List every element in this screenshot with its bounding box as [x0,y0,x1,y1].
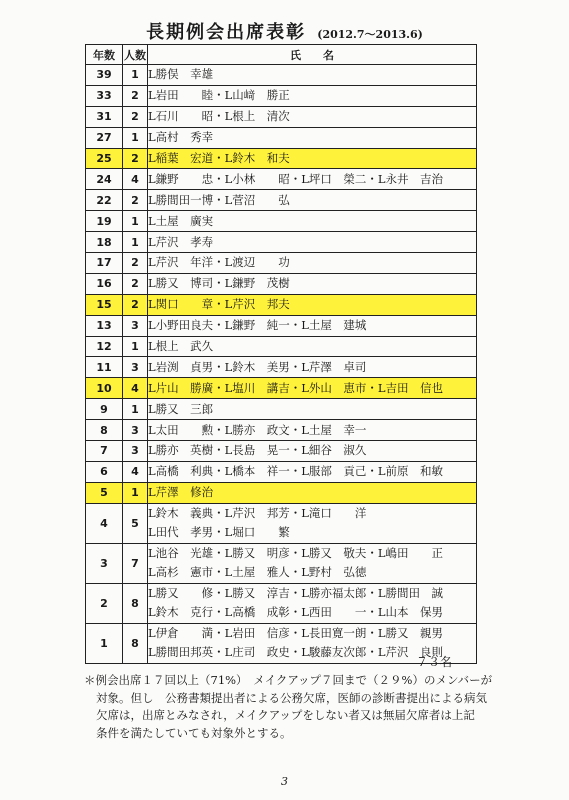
table-row [86,399,477,420]
years-cell: 39 [86,65,123,86]
note-line: 条件を満たしていても対象外とする。 [96,725,292,740]
names-cell [148,441,477,462]
names-line: L伊倉 満・L岩田 信彦・L長田寛一朗・L勝又 親男 [148,626,444,641]
years-cell: 5 [86,482,123,503]
header-names: 氏 名 [148,45,477,65]
names-line: L勝又 博司・L鎌野 茂樹 [148,276,290,291]
names-cell [148,190,477,211]
table-row [86,106,477,127]
names-line: L石川 昭・L根上 清次 [148,109,290,124]
table-row [86,232,477,253]
names-cell [148,294,477,315]
table-row [86,378,477,399]
count-cell: 1 [123,127,148,148]
names-line: L鎌野 忠・L小林 昭・L坪口 榮二・L永井 吉治 [148,171,444,186]
years-cell: 13 [86,315,123,336]
years-cell: 18 [86,232,123,253]
table-row [86,441,477,462]
years-cell: 15 [86,294,123,315]
names-cell [148,85,477,106]
title-period: (2012.7～2013.6) [317,28,423,41]
years-cell: 17 [86,253,123,274]
years-cell: 11 [86,357,123,378]
count-cell: 2 [123,294,148,315]
note-line: 対象。但し 公務書類提出者による公務欠席，医師の診断書提出による病気 [96,690,487,705]
count-cell: 3 [123,357,148,378]
count-cell: 1 [123,399,148,420]
names-cell [148,65,477,86]
names-cell [148,169,477,190]
years-cell: 27 [86,127,123,148]
names-line: L勝俣 幸雄 [148,67,214,82]
count-cell: 1 [123,65,148,86]
table-row [86,315,477,336]
years-cell: 22 [86,190,123,211]
names-line: L勝亦 英樹・L長島 晃一・L細谷 淑久 [148,443,367,458]
table-row [86,336,477,357]
names-cell [148,482,477,503]
total-count: ７３名 [416,655,453,669]
count-cell: 2 [123,273,148,294]
years-cell: 4 [86,503,123,543]
names-line: L勝又 三郎 [148,401,214,416]
years-cell: 10 [86,378,123,399]
count-cell: 3 [123,441,148,462]
names-line: L勝又 修・L勝又 淳吉・L勝亦福太郎・L勝間田 誠 [148,586,444,601]
table-row [86,273,477,294]
table-body [86,65,477,664]
names-line: L鈴木 克行・L高橋 成彰・L西田 一・L山本 保男 [148,605,444,620]
note-line: 欠席は，出席とみなされ，メイクアップをしない者又は無届欠席者は上記 [96,708,475,722]
names-cell [148,106,477,127]
names-cell [148,583,477,623]
names-line: L岩渕 貞男・L鈴木 美男・L芹澤 卓司 [148,359,367,374]
table-row [86,482,477,503]
years-cell: 8 [86,420,123,441]
names-line: L芹沢 年洋・L渡辺 功 [148,255,290,270]
years-cell: 2 [86,583,123,623]
table-row [86,461,477,482]
names-cell [148,127,477,148]
names-cell [148,211,477,232]
names-cell [148,503,477,543]
names-line: L小野田良夫・L鎌野 純一・L土屋 建城 [148,318,367,333]
count-cell: 3 [123,420,148,441]
names-cell [148,148,477,169]
years-cell: 33 [86,85,123,106]
count-cell: 3 [123,315,148,336]
names-line: L芹沢 孝寿 [148,234,214,249]
names-line: L芹澤 修治 [148,485,214,500]
names-cell [148,357,477,378]
count-cell: 4 [123,461,148,482]
names-line: L勝間田一博・L菅沼 弘 [148,192,290,207]
names-cell [148,399,477,420]
table-row [86,583,477,623]
count-cell: 2 [123,148,148,169]
document-title [0,18,569,44]
note-line: ＊例会出席１７回以上（71%） メイクアップ７回まで（２９%）のメンバーが [84,673,493,687]
count-cell: 2 [123,85,148,106]
table-row [86,211,477,232]
names-line: L田代 孝男・L堀口 繁 [148,525,290,540]
names-line: L稲葉 宏道・L鈴木 和夫 [148,151,290,165]
names-line: L岩田 睦・L山﨑 勝正 [148,88,290,103]
years-cell: 24 [86,169,123,190]
names-line: L根上 武久 [148,339,214,354]
table-row [86,190,477,211]
count-cell: 2 [123,106,148,127]
table-row [86,503,477,543]
count-cell: 1 [123,232,148,253]
table-row [86,169,477,190]
names-cell [148,420,477,441]
count-cell: 1 [123,211,148,232]
count-cell: 8 [123,623,148,663]
count-cell: 7 [123,543,148,583]
count-cell: 8 [123,583,148,623]
names-line: L高杉 憲市・L土屋 雅人・L野村 弘徳 [148,565,367,580]
note-block [84,672,514,742]
years-cell: 12 [86,336,123,357]
years-cell: 25 [86,148,123,169]
years-cell: 9 [86,399,123,420]
years-cell: 3 [86,543,123,583]
table-row [86,65,477,86]
count-cell: 1 [123,336,148,357]
names-line: L高橋 利典・L橋本 祥一・L服部 貢己・L前原 和敏 [148,464,444,479]
names-line: L高村 秀幸 [148,130,214,145]
names-line: L太田 勲・L勝亦 政文・L土屋 幸一 [148,422,367,437]
names-cell [148,336,477,357]
table-row [86,420,477,441]
count-cell: 4 [123,169,148,190]
header-years: 年数 [86,45,123,65]
count-cell: 1 [123,482,148,503]
table-row [86,294,477,315]
names-line: L片山 勝廣・L塩川 講吉・L外山 恵市・L吉田 信也 [148,380,444,395]
names-cell [148,461,477,482]
table-header-row [86,45,477,65]
table-row [86,148,477,169]
table-row [86,543,477,583]
attendance-table [85,44,477,664]
count-cell: 2 [123,190,148,211]
names-line: L関口 章・L芹沢 邦夫 [148,297,290,312]
header-count: 人数 [123,45,148,65]
count-cell: 5 [123,503,148,543]
years-cell: 1 [86,623,123,663]
names-line: L鈴木 義典・L芹沢 邦芳・L滝口 洋 [148,506,367,521]
years-cell: 6 [86,461,123,482]
count-cell: 4 [123,378,148,399]
years-cell: 16 [86,273,123,294]
names-cell [148,253,477,274]
table-row [86,253,477,274]
names-line: L池谷 光雄・L勝又 明彦・L勝又 敬夫・L嶋田 正 [148,546,444,561]
names-cell [148,315,477,336]
years-cell: 7 [86,441,123,462]
page-number: 3 [281,775,288,788]
table-row [86,127,477,148]
names-cell [148,273,477,294]
table-row [86,357,477,378]
count-cell: 2 [123,253,148,274]
names-cell [148,543,477,583]
names-line: L土屋 廣実 [148,213,214,228]
names-cell [148,232,477,253]
names-line: L勝間田邦英・L庄司 政史・L駿藤友次郎・L芹沢 良則 [148,645,444,660]
title-main: 長期例会出席表彰 [146,22,307,43]
table-row [86,85,477,106]
names-cell [148,378,477,399]
years-cell: 19 [86,211,123,232]
years-cell: 31 [86,106,123,127]
